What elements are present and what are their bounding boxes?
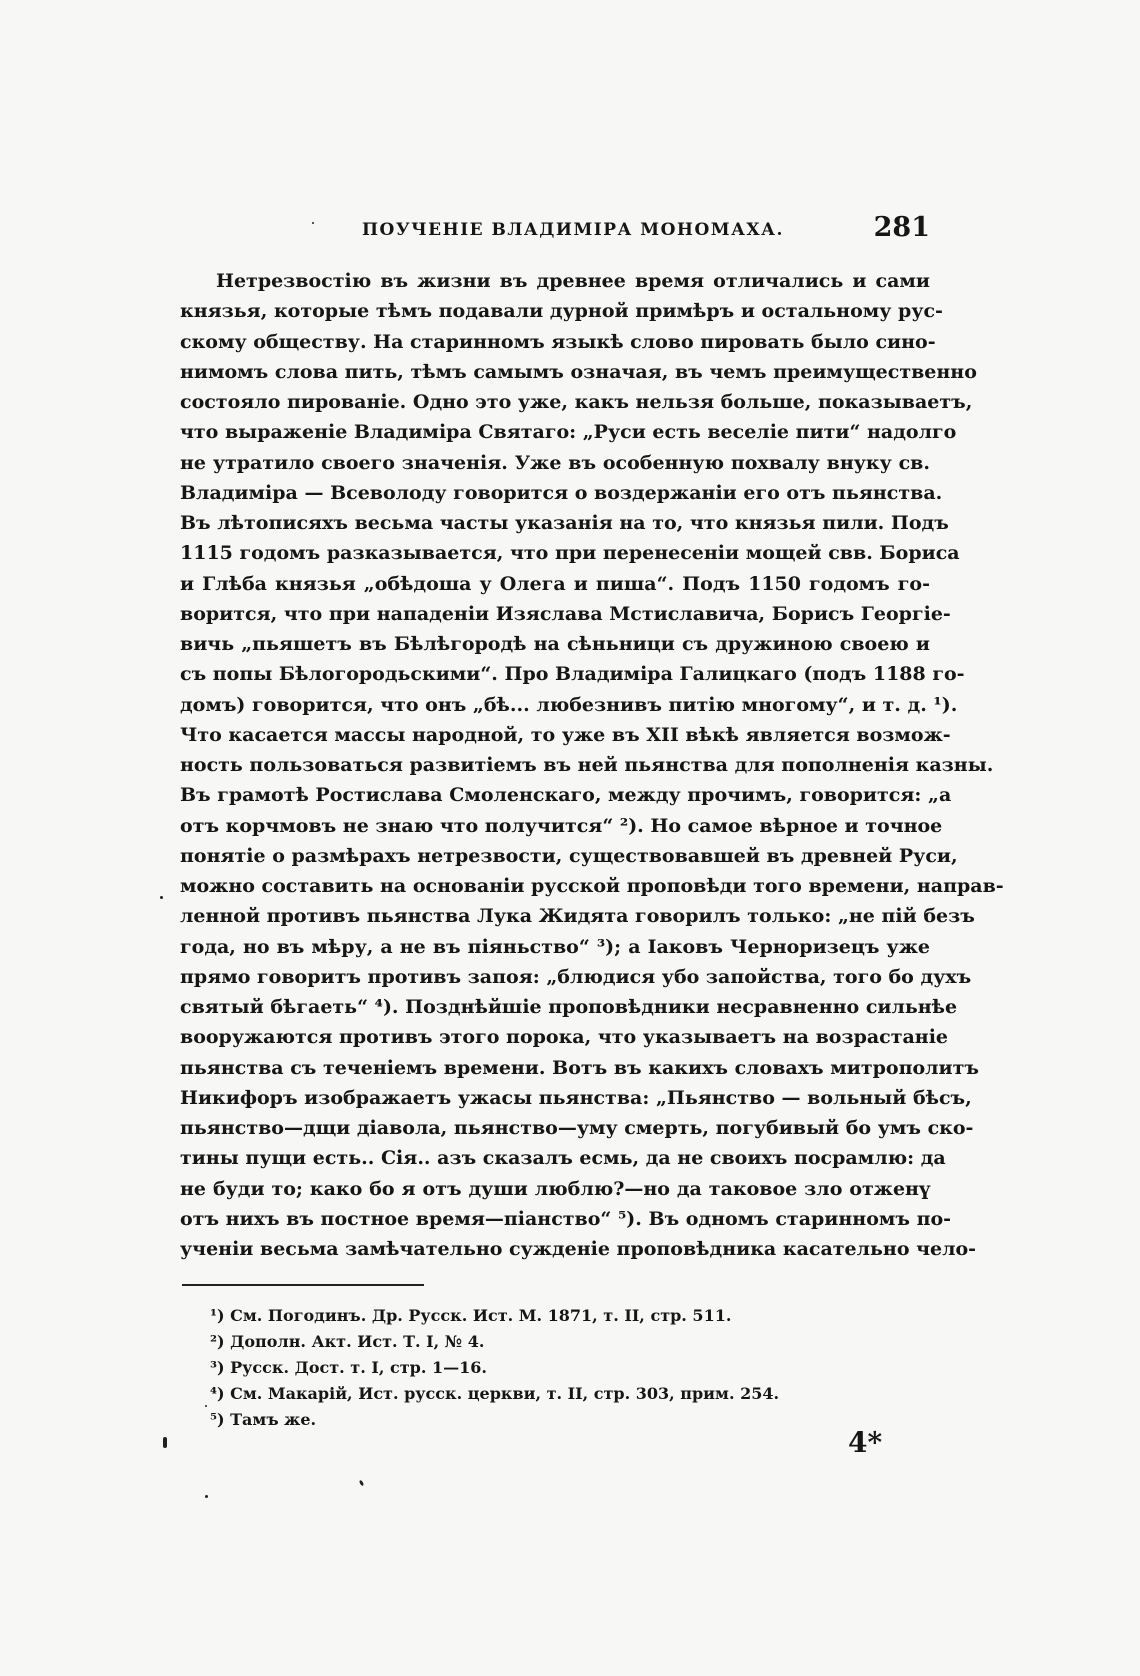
text-line: домъ) говорится, что онъ „бѣ... любезнивъ питію многому“, и т. д. ¹). [180,693,958,716]
text-line: состояло пированіе. Одно это уже, какъ нельзя больше, показываетъ, [180,391,973,413]
text-line: не утратило своего значенія. Уже въ особенную похвалу внуку св. [180,451,930,474]
text-line: ворится, что при нападеніи Изяслава Мстиславича, Борисъ Георгіе- [180,602,951,625]
text-line: нимомъ слова пить, тѣмъ самымъ означая, въ чемъ преимущественно [180,360,977,383]
print-speck [312,222,314,224]
text-line: Въ грамотѣ Ростислава Смоленскаго, между прочимъ, говорится: „а [180,784,952,807]
text-line: Что касается массы народной, то уже въ XII вѣкѣ является возмож- [180,723,951,746]
print-speck [160,896,163,899]
text-line: понятіе о размѣрахъ нетрезвости, существовавшей въ древней Руси, [180,844,958,867]
text-line: прямо говоритъ противъ запоя: „блюдися убо запойства, того бо духъ [180,965,972,988]
footnote-4: ⁴) См. Макарій, Ист. русск. церкви, т. II, стр. 303, прим. 254. [210,1384,780,1403]
running-head [180,212,930,252]
text-line: вичь „пьяшетъ въ Бѣлѣгородѣ на сѣньници съ дружиною своею и [180,633,930,655]
footnote-3: ³) Русск. Дост. т. I, стр. 1—16. [210,1358,487,1377]
text-line: можно составить на основаніи русской проповѣди того времени, направ- [180,875,1004,897]
text-line: пьянства съ теченіемъ времени. Вотъ въ какихъ словахъ митрополитъ [180,1056,979,1079]
footnote-divider [182,1284,424,1286]
text-line: пьянство—дщи діавола, пьянство—уму смерть, погубивый бо умъ ско- [180,1117,974,1139]
running-title: ПОУЧЕНІЕ ВЛАДИМІРА МОНОМАХА. [362,220,784,240]
text-line: съ попы Бѣлогородьскими“. Про Владиміра Галицкаго (подъ 1188 го- [180,663,965,686]
print-speck [163,1437,167,1448]
footnote-5: ⁵) Тамъ же. [210,1410,317,1429]
text-line: и Глѣба князья „обѣдоша у Олега и пиша“. Подъ 1150 годомъ го- [180,572,930,595]
text-line: тины пущи есть.. Сія.. азъ сказалъ есмь, да не своихъ посрамлю: да [180,1147,946,1170]
text-line: отъ корчмовъ не знаю что получится“ ²). Но самое вѣрное и точное [180,814,943,837]
text-line: отъ нихъ въ постное время—піанство“ ⁵). Въ одномъ старинномъ по- [180,1207,952,1230]
text-line: что выраженіе Владиміра Святаго: „Руси есть веселіе пити“ надолго [180,421,957,444]
print-speck [205,1405,207,1407]
text-line: ность пользоваться развитіемъ въ ней пьянства для пополненія казны. [180,754,994,776]
text-line: 1115 годомъ разказывается, что при перенесеніи мощей свв. Бориса [180,542,960,565]
text-line: святый бѣгаеть“ ⁴). Позднѣйшіе проповѣдники несравненно сильнѣе [180,996,958,1018]
page-number: 281 [873,212,930,243]
text-line: ленной противъ пьянства Лука Жидята говорилъ только: „не пій безъ [180,905,975,928]
text-line: скому обществу. На старинномъ языкѣ слово пировать было сино- [180,330,936,353]
footnotes [210,1303,890,1433]
signature-mark: 4* [848,1426,883,1459]
text-line: вооружаются противъ этого порока, что указываетъ на возрастаніе [180,1026,949,1049]
text-line: князья, которые тѣмъ подавали дурной примѣръ и остальному рус- [180,300,943,323]
print-speck [205,1495,208,1498]
footnote-2: ²) Дополн. Акт. Ист. Т. I, № 4. [210,1332,485,1351]
text-line: года, но въ мѣру, а не въ піяньство“ ³); а Іаковъ Черноризецъ уже [180,935,930,958]
text-line: Нетрезвостію въ жизни въ древнее время отличались и сами [216,270,930,292]
text-line: не буди то; како бо я отъ души люблю?—но да таковое зло отженү [180,1177,930,1200]
text-line: ученіи весьма замѣчательно сужденіе проповѣдника касательно чело- [180,1238,977,1260]
print-speck [359,1480,365,1487]
text-line: Владиміра — Всеволоду говорится о воздержаніи его отъ пьянства. [180,481,943,504]
text-line: Никифоръ изображаетъ ужасы пьянства: „Пьянство — вольный бѣсъ, [180,1086,972,1109]
text-line: Въ лѣтописяхъ весьма часты указанія на то, что князья пили. Подъ [180,512,949,534]
footnote-1: ¹) См. Погодинъ. Др. Русск. Ист. М. 1871, т. II, стр. 511. [210,1306,732,1325]
body-text [180,266,1004,1264]
